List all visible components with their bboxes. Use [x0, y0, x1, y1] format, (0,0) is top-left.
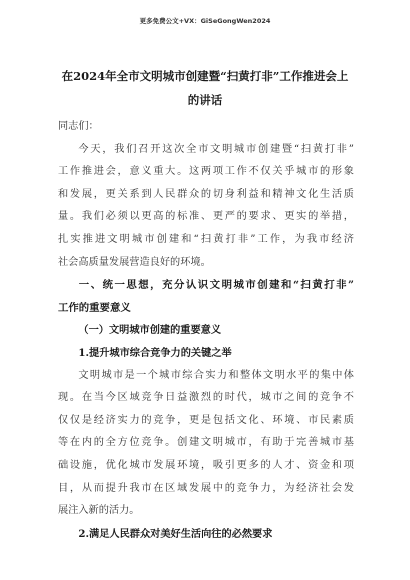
subsection-heading: （一）文明城市创建的重要意义 — [78, 324, 222, 337]
section-heading: 一、统一思想，充分认识文明城市创建和“扫黄打非” — [78, 279, 354, 292]
paragraph-line: 仅仅是经济实力的竞争，更是包括文化、环境、市民素质 — [58, 414, 354, 426]
point-heading: 2.满足人民群众对美好生活向往的必然要求 — [78, 527, 273, 540]
header-note: 更多免费公文+VX：GiSeGongWen2024 — [139, 17, 271, 25]
intro-line: 社会高质量发展营造良好的环境。 — [58, 256, 211, 268]
paragraph-line: 展注入新的活力。 — [58, 505, 140, 517]
intro-line: 和发展，更关系到人民群众的切身利益和精神文化生活质 — [58, 188, 354, 200]
paragraph-line: 目，从而提升我市在区域发展中的竞争力，为经济社会发 — [58, 482, 354, 494]
section-heading-cont: 工作的重要意义 — [58, 301, 131, 314]
paragraph-line: 等在内的全方位竞争。创建文明城市，有助于完善城市基 — [58, 437, 354, 449]
salutation: 同志们： — [58, 121, 99, 132]
point-heading: 1.提升城市综合竞争力的关键之举 — [78, 346, 232, 359]
intro-line: 量。我们必须以更高的标准、更严的要求、更实的举措， — [58, 211, 354, 223]
intro-line: 扎实推进文明城市创建和“扫黄打非”工作，为我市经济 — [58, 233, 354, 245]
title-line-2: 的讲话 — [187, 93, 223, 107]
title-line-1: 在2024年全市文明城市创建暨“扫黄打非”工作推进会上 — [61, 69, 349, 83]
document-title — [60, 64, 350, 112]
intro-line: 工作推进会，意义重大。这两项工作不仅关乎城市的形象 — [58, 166, 354, 178]
intro-line: 今天，我们召开这次全市文明城市创建暨“扫黄打非” — [78, 143, 354, 155]
paragraph-line: 现。在当今区域竞争日益激烈的时代，城市之间的竞争不 — [58, 392, 354, 404]
document-body — [58, 116, 354, 545]
paragraph-line: 础设施，优化城市发展环境，吸引更多的人才、资金和项 — [58, 459, 354, 471]
paragraph-line: 文明城市是一个城市综合实力和整体文明水平的集中体 — [78, 369, 354, 381]
